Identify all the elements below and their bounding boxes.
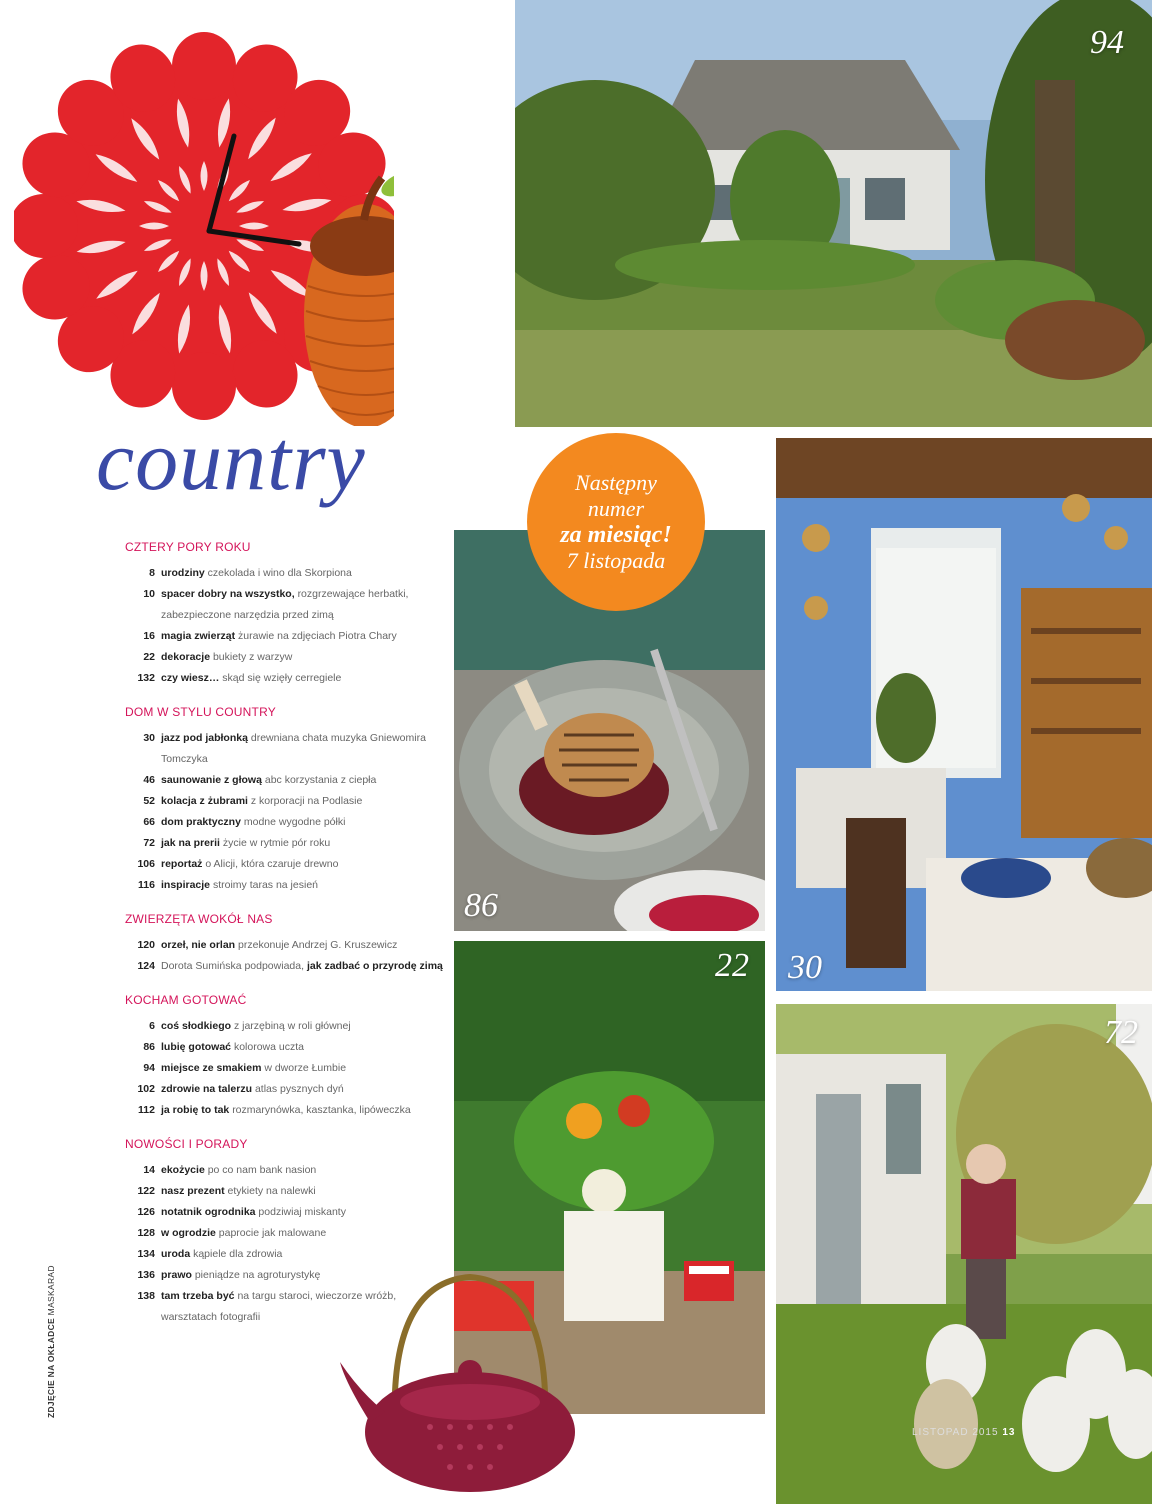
toc-entry-title: nasz prezent xyxy=(161,1185,225,1197)
toc-entry-title: dom praktyczny xyxy=(161,816,241,828)
footer-page-number: 13 xyxy=(1002,1427,1016,1438)
toc-page-number: 116 xyxy=(138,879,155,891)
toc-entry-text xyxy=(161,1016,445,1037)
toc-entry-description: drewniana chata muzyka Gniewomira Tomczyka xyxy=(161,732,426,765)
toc-entry[interactable] xyxy=(125,647,445,668)
toc-entry-title: inspiracje xyxy=(161,879,211,891)
photo-page-number: 86 xyxy=(464,887,498,924)
toc-entry[interactable] xyxy=(125,728,445,770)
footer-month: LISTOPAD 2015 xyxy=(912,1427,999,1438)
toc-page-number: 124 xyxy=(137,960,155,972)
toc-entry[interactable] xyxy=(125,1223,445,1244)
toc-entry-text xyxy=(161,626,445,647)
toc-section-title: KOCHAM GOTOWAĆ xyxy=(125,993,247,1007)
toc-entry-text xyxy=(161,563,445,584)
toc-entry-title: ekożycie xyxy=(161,1164,205,1176)
toc-entry-title: reportaż xyxy=(161,858,203,870)
toc-entry-description: z jarzębiną w roli głównej xyxy=(233,1020,351,1032)
photo-page-number: 94 xyxy=(1090,24,1124,61)
toc-entry-text xyxy=(161,854,445,875)
toc-entry-text xyxy=(161,647,445,668)
toc-page-number: 102 xyxy=(137,1083,155,1095)
photo-page-number: 22 xyxy=(715,947,749,984)
toc-entry-title: w ogrodzie xyxy=(161,1227,216,1239)
toc-page-number: 22 xyxy=(143,651,155,663)
toc-entry-description: po co nam bank nasion xyxy=(207,1164,317,1176)
toc-entry-description: żurawie na zdjęciach Piotra Chary xyxy=(238,630,397,642)
toc-page-number: 134 xyxy=(137,1248,155,1260)
toc-entry-description: podziwiaj miskanty xyxy=(258,1206,346,1218)
toc-entry[interactable] xyxy=(125,584,445,626)
toc-entry-text xyxy=(161,728,445,770)
toc-page-number: 66 xyxy=(143,816,155,828)
toc-entry-description: na targu staroci, wieczorze wróżb, warsztatach fotografii xyxy=(161,1290,397,1323)
toc-page-number: 46 xyxy=(143,774,155,786)
toc-entry-text xyxy=(161,1244,445,1265)
toc-entry-title: notatnik ogrodnika xyxy=(161,1206,256,1218)
toc-page-number: 8 xyxy=(149,567,155,579)
toc-entry-text xyxy=(161,1265,445,1286)
toc-entry-description: paprocie jak malowane xyxy=(218,1227,327,1239)
toc-entry-title: kolacja z żubrami xyxy=(161,795,248,807)
toc-page-number: 120 xyxy=(137,939,155,951)
toc-entry-text xyxy=(161,875,445,896)
toc-page-number: 6 xyxy=(149,1020,155,1032)
toc-entry-description: bukiety z warzyw xyxy=(212,651,293,663)
toc-entry-text xyxy=(161,584,445,626)
badge-line-emphasis: za miesiąc! xyxy=(560,522,672,548)
toc-entry[interactable] xyxy=(125,854,445,875)
toc-entry-title: dekoracje xyxy=(161,651,211,663)
toc-entry-title: jak zadbać o przyrodę zimą xyxy=(306,960,443,972)
toc-page-number: 122 xyxy=(137,1185,155,1197)
badge-line: 7 listopada xyxy=(566,548,666,573)
toc-entry-description: rozgrzewające herbatki, zabezpieczone narzędzia przed zimą xyxy=(161,588,409,621)
credit-label: ZDJĘCIE NA OKŁADCE xyxy=(46,1317,56,1418)
credit-value: MASKARAD xyxy=(46,1265,56,1316)
toc-entry[interactable] xyxy=(125,626,445,647)
toc-entry[interactable] xyxy=(125,1160,445,1181)
toc-entry-text xyxy=(161,935,445,956)
toc-entry-text xyxy=(161,1202,445,1223)
toc-entry-title: jak na prerii xyxy=(161,837,220,849)
toc-section xyxy=(125,993,445,1121)
toc-entry-description: atlas pysznych dyń xyxy=(254,1083,344,1095)
toc-entry-description: stroimy taras na jesień xyxy=(212,879,318,891)
toc-entry-title: spacer dobry na wszystko, xyxy=(161,588,295,600)
toc-entry-title: magia zwierząt xyxy=(161,630,236,642)
toc-entry-text xyxy=(161,1160,445,1181)
toc-entry-description: o Alicji, która czaruje drewno xyxy=(205,858,339,870)
toc-entry-title: jazz pod jabłonką xyxy=(161,732,248,744)
toc-entry-title: coś słodkiego xyxy=(161,1020,232,1032)
cover-photo-credit xyxy=(46,1265,56,1418)
toc-page-number: 52 xyxy=(143,795,155,807)
toc-page-number: 126 xyxy=(137,1206,155,1218)
toc-entry-text xyxy=(161,1223,445,1244)
toc-entry-text xyxy=(161,1181,445,1202)
toc-entry[interactable] xyxy=(125,1181,445,1202)
toc-page-number: 16 xyxy=(143,630,155,642)
badge-line: numer xyxy=(587,496,645,521)
toc-entry[interactable] xyxy=(125,1037,445,1058)
toc-entry-title: lubię gotować xyxy=(161,1041,232,1053)
toc-entry-description: Dorota Sumińska podpowiada, xyxy=(161,960,305,972)
toc-entry-title: saunowanie z głową xyxy=(161,774,262,786)
toc-entry-text xyxy=(161,1037,445,1058)
toc-entry[interactable] xyxy=(125,935,445,956)
toc-entry-description: czekolada i wino dla Skorpiona xyxy=(207,567,352,579)
toc-entry[interactable] xyxy=(125,1016,445,1037)
toc-page-number: 138 xyxy=(137,1290,155,1302)
toc-entry-description: rozmarynówka, kasztanka, lipóweczka xyxy=(232,1104,411,1116)
toc-section-title: NOWOŚCI I PORADY xyxy=(125,1137,248,1151)
toc-entry-description: modne wygodne półki xyxy=(243,816,346,828)
toc-page-number: 132 xyxy=(137,672,155,684)
toc-entry[interactable] xyxy=(125,770,445,791)
toc-entry[interactable] xyxy=(125,668,445,689)
brand-logo: country xyxy=(96,412,366,508)
toc-entry-text xyxy=(161,812,445,833)
toc-entry-description: w dworze Łumbie xyxy=(264,1062,347,1074)
toc-entry[interactable] xyxy=(125,1202,445,1223)
toc-page-number: 136 xyxy=(137,1269,155,1281)
toc-page-number: 112 xyxy=(138,1104,155,1116)
toc-entry-text xyxy=(161,1286,445,1328)
toc-entry-description: życie w rytmie pór roku xyxy=(222,837,331,849)
toc-entry[interactable] xyxy=(125,1058,445,1079)
toc-page-number: 86 xyxy=(143,1041,155,1053)
toc-entry[interactable] xyxy=(125,563,445,584)
toc-entry-title: prawo xyxy=(161,1269,192,1281)
toc-entry[interactable] xyxy=(125,1286,445,1328)
toc-entry-text xyxy=(161,770,445,791)
toc-entry-title: uroda xyxy=(161,1248,191,1260)
toc-entry-description: kolorowa uczta xyxy=(233,1041,304,1053)
toc-page-number: 106 xyxy=(137,858,155,870)
toc-entry-text xyxy=(161,833,445,854)
toc-entry-description: abc korzystania z ciepła xyxy=(264,774,377,786)
toc-entry-text xyxy=(161,1058,445,1079)
toc-entry[interactable] xyxy=(125,1244,445,1265)
toc-entry[interactable] xyxy=(125,956,445,977)
toc-section-title: DOM W STYLU COUNTRY xyxy=(125,705,276,719)
toc-page-number: 14 xyxy=(143,1164,155,1176)
toc-entry-title: urodziny xyxy=(161,567,205,579)
toc-entry[interactable] xyxy=(125,791,445,812)
page-footer xyxy=(912,1427,1015,1438)
toc-entry[interactable] xyxy=(125,833,445,854)
toc-entry[interactable] xyxy=(125,875,445,896)
papercut-clock-illustration xyxy=(14,26,394,426)
next-issue-badge xyxy=(527,433,705,611)
toc-section xyxy=(125,540,445,689)
toc-entry-title: tam trzeba być xyxy=(161,1290,235,1302)
toc-entry-text xyxy=(161,1079,445,1100)
toc-section xyxy=(125,1137,445,1328)
toc-section xyxy=(125,705,445,896)
toc-entry-title: miejsce ze smakiem xyxy=(161,1062,262,1074)
photo-country-house xyxy=(515,0,1152,427)
toc-section xyxy=(125,912,445,977)
toc-entry-description: etykiety na nalewki xyxy=(227,1185,316,1197)
toc-entry-title: czy wiesz… xyxy=(161,672,220,684)
toc-entry-description: przekonuje Andrzej G. Kruszewicz xyxy=(238,939,398,951)
toc-entry-text xyxy=(161,791,445,812)
toc-entry[interactable] xyxy=(125,1265,445,1286)
toc-entry-title: zdrowie na talerzu xyxy=(161,1083,253,1095)
toc-entry-description: skąd się wzięły cerregiele xyxy=(222,672,342,684)
toc-page-number: 128 xyxy=(137,1227,155,1239)
badge-line: Następny xyxy=(575,470,657,495)
toc-entry[interactable] xyxy=(125,1100,445,1121)
toc-entry[interactable] xyxy=(125,812,445,833)
toc-entry-text xyxy=(161,956,445,977)
toc-entry-title: orzeł, nie orlan xyxy=(161,939,236,951)
toc-entry-description: z korporacji na Podlasie xyxy=(250,795,363,807)
toc-entry-title: ja robię to tak xyxy=(161,1104,230,1116)
toc-entry[interactable] xyxy=(125,1079,445,1100)
table-of-contents xyxy=(125,540,445,1344)
toc-entry-text xyxy=(161,668,445,689)
toc-page-number: 94 xyxy=(143,1062,155,1074)
photo-rustic-kitchen xyxy=(776,438,1152,991)
photo-page-number: 72 xyxy=(1104,1014,1138,1051)
toc-page-number: 72 xyxy=(143,837,155,849)
toc-page-number: 30 xyxy=(143,732,155,744)
toc-entry-description: pieniądze na agroturystykę xyxy=(194,1269,321,1281)
photo-page-number: 30 xyxy=(788,949,822,986)
toc-section-title: CZTERY PORY ROKU xyxy=(125,540,251,554)
toc-entry-description: kąpiele dla zdrowia xyxy=(193,1248,283,1260)
toc-section-title: ZWIERZĘTA WOKÓŁ NAS xyxy=(125,912,273,926)
toc-entry-text xyxy=(161,1100,445,1121)
toc-page-number: 10 xyxy=(143,588,155,600)
